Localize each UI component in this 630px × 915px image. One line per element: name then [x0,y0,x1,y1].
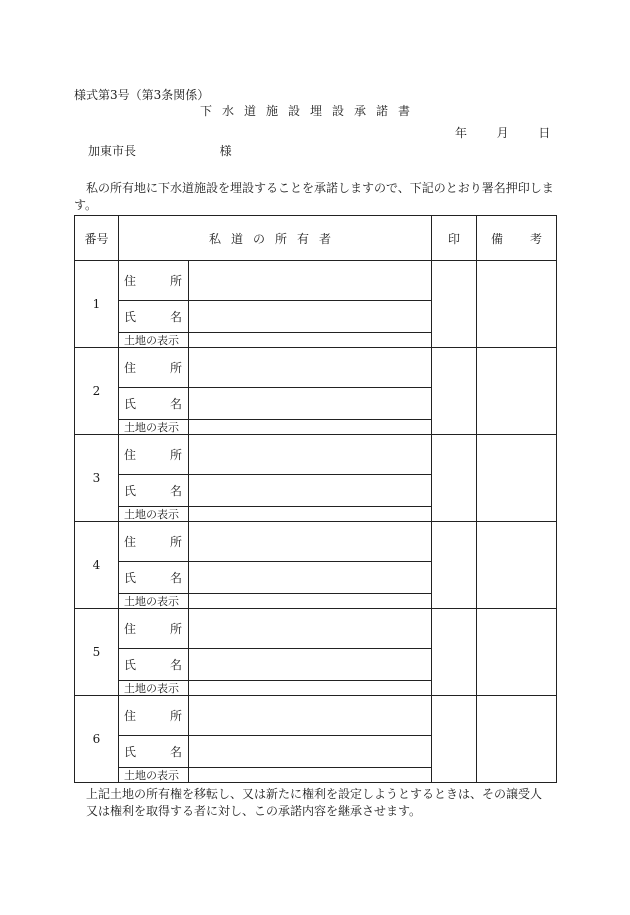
addressee [88,142,232,159]
land-field[interactable] [189,507,432,522]
name-field[interactable] [189,649,432,681]
row-number: 3 [75,435,119,522]
address-field[interactable] [189,696,432,736]
footer-line-2: 又は権利を取得する者に対し、この承諾内容を継承させます。 [86,804,422,818]
land-label: 土地の表示 [119,768,189,783]
name-field[interactable] [189,301,432,333]
row-number: 4 [75,522,119,609]
land-field[interactable] [189,681,432,696]
row-number: 2 [75,348,119,435]
name-field[interactable] [189,736,432,768]
footer-line-1: 上記土地の所有権を移転し、又は新たに権利を設定しようとするときは、その譲受人 [86,787,543,801]
name-label: 氏 名 [119,649,189,681]
address-field[interactable] [189,522,432,562]
land-field[interactable] [189,768,432,783]
name-label: 氏 名 [119,388,189,420]
remarks-cell[interactable] [477,261,557,348]
land-field[interactable] [189,333,432,348]
owner-table [74,215,557,783]
day-label: 日 [538,126,551,140]
address-label: 住 所 [119,261,189,301]
address-field[interactable] [189,435,432,475]
address-label: 住 所 [119,696,189,736]
row-number: 1 [75,261,119,348]
addressee-name: 加東市長 [88,144,137,158]
header-owner: 私道の所有者 [119,216,432,261]
remarks-cell[interactable] [477,348,557,435]
table-row [75,348,557,388]
month-label: 月 [496,126,509,140]
seal-cell[interactable] [432,696,477,783]
name-label: 氏 名 [119,301,189,333]
name-field[interactable] [189,388,432,420]
remarks-cell[interactable] [477,435,557,522]
table-header-row [75,216,557,261]
header-number: 番号 [75,216,119,261]
row-number: 5 [75,609,119,696]
addressee-honorific: 様 [219,144,232,158]
name-field[interactable] [189,475,432,507]
document-title: 下水道施設埋設承諾書 [200,104,421,118]
intro-line-1: 私の所有地に下水道施設を埋設することを承諾しますので、下記のとおり署名押印しま [86,181,554,195]
address-label: 住 所 [119,348,189,388]
seal-cell[interactable] [432,609,477,696]
table-row [75,261,557,301]
remarks-cell[interactable] [477,696,557,783]
address-label: 住 所 [119,435,189,475]
seal-cell[interactable] [432,261,477,348]
table-row [75,522,557,562]
land-label: 土地の表示 [119,681,189,696]
address-field[interactable] [189,609,432,649]
table-row [75,435,557,475]
table-row [75,696,557,736]
header-seal: 印 [432,216,477,261]
land-label: 土地の表示 [119,333,189,348]
name-label: 氏 名 [119,562,189,594]
remarks-cell[interactable] [477,522,557,609]
land-field[interactable] [189,594,432,609]
row-number: 6 [75,696,119,783]
land-label: 土地の表示 [119,594,189,609]
address-field[interactable] [189,261,432,301]
name-field[interactable] [189,562,432,594]
table-row [75,609,557,649]
intro-line-2: す。 [74,198,98,212]
form-number: 様式第3号（第3条関係） [74,88,210,102]
remarks-cell[interactable] [477,609,557,696]
name-label: 氏 名 [119,475,189,507]
header-remarks: 備 考 [477,216,557,261]
year-label: 年 [455,126,468,140]
land-label: 土地の表示 [119,507,189,522]
land-field[interactable] [189,420,432,435]
footer-text [74,786,564,820]
land-label: 土地の表示 [119,420,189,435]
name-label: 氏 名 [119,736,189,768]
intro-text [74,180,564,214]
seal-cell[interactable] [432,435,477,522]
date-line [455,124,550,141]
seal-cell[interactable] [432,348,477,435]
address-label: 住 所 [119,609,189,649]
seal-cell[interactable] [432,522,477,609]
address-field[interactable] [189,348,432,388]
address-label: 住 所 [119,522,189,562]
